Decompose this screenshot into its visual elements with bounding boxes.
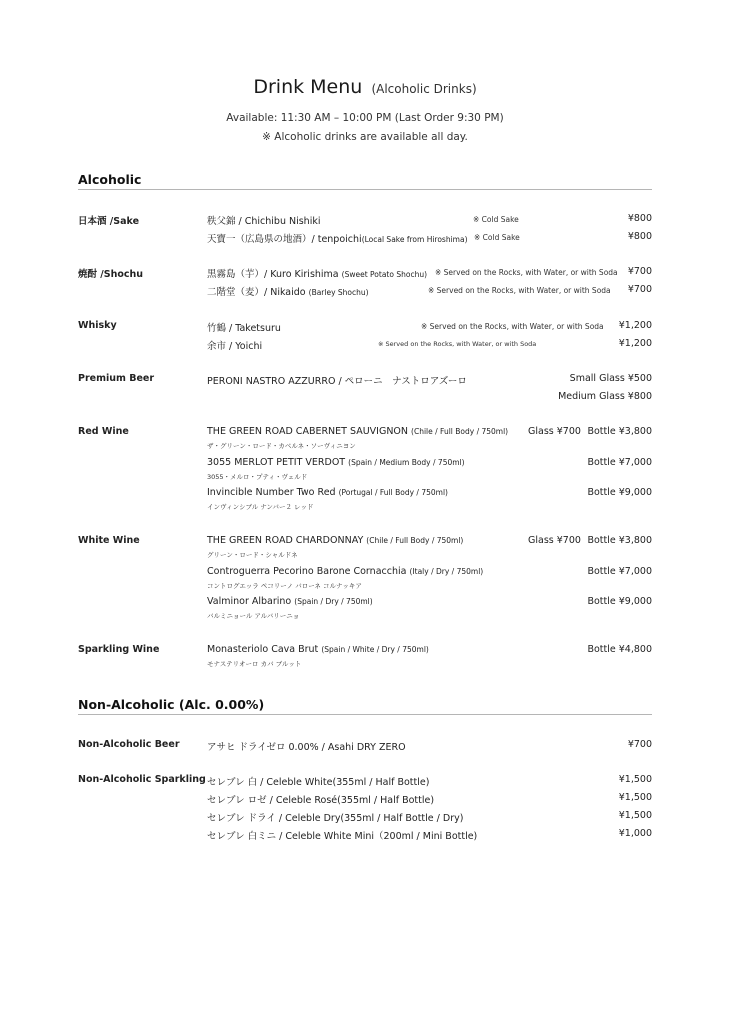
menu-item-price: Small Glass ¥500 [569,373,652,384]
menu-item-kana: グリーン・ロード・シャルドネ [207,551,298,559]
menu-item-note: ※ Cold Sake [474,233,520,242]
menu-item-name: 余市 / Yoichi [207,341,263,352]
menu-item-price: Bottle ¥9,000 [587,596,652,607]
menu-item-price: Bottle ¥7,000 [587,566,652,577]
title-subtitle: (Alcoholic Drinks) [371,82,477,96]
menu-item-name: PERONI NASTRO AZZURRO / ペローニ ナストロアズーロ [207,376,467,387]
menu-item-price: ¥1,000 [618,828,652,839]
menu-item-price: ¥700 [627,739,652,750]
menu-item-price: ¥700 [627,266,652,277]
menu-item-price: ¥1,200 [618,338,652,349]
availability-text: Available: 11:30 AM – 10:00 PM (Last Order 9:30 PM) [226,112,504,124]
menu-item-note: ※ Cold Sake [473,215,519,224]
menu-item-glass-price: Glass ¥700 [528,535,581,546]
menu-item-name: 黒霧島（芋）/ Kuro Kirishima (Sweet Potato Shochu) [207,269,427,280]
menu-item-name: Valminor Albarino (Spain / Dry / 750ml) [207,596,373,607]
menu-item-price: Bottle ¥9,000 [587,487,652,498]
menu-item-name: Controguerra Pecorino Barone Cornacchia (Italy / Dry / 750ml) [207,566,484,577]
availability-note: ※ Alcoholic drinks are available all day. [262,131,468,143]
section-title-non-alcoholic: Non-Alcoholic (Alc. 0.00%) [78,697,265,712]
section-divider [78,189,652,190]
menu-item-price: Bottle ¥3,800 [587,535,652,546]
category-sparkling-wine: Sparkling Wine [78,644,160,655]
menu-item-name: Invincible Number Two Red (Portugal / Full Body / 750ml) [207,487,448,498]
menu-item-glass-price: Glass ¥700 [528,426,581,437]
menu-item-price: ¥700 [627,284,652,295]
menu-item-price: ¥1,500 [618,810,652,821]
section-divider [78,714,652,715]
menu-item-kana: バルミニョール アルバリーニョ [207,612,300,620]
category-white-wine: White Wine [78,535,140,546]
menu-item-price: Bottle ¥3,800 [587,426,652,437]
menu-item-price: ¥800 [627,231,652,242]
menu-item-name: 竹鶴 / Taketsuru [207,323,281,334]
menu-item-name: セレブレ ロゼ / Celeble Rosé(355ml / Half Bottle) [207,795,435,806]
category-red-wine: Red Wine [78,426,129,437]
menu-item-note: ※ Served on the Rocks, with Water, or with Soda [421,322,604,331]
menu-item-note: ※ Served on the Rocks, with Water, or with Soda [428,286,611,295]
menu-item-price: ¥1,500 [618,774,652,785]
title-main: Drink Menu [253,76,363,98]
menu-item-kana: 3055・メルロ・プティ・ヴェルド [207,473,308,481]
menu-item-name: 秩父錦 / Chichibu Nishiki [207,216,321,227]
menu-item-kana: モナステリオーロ カバ ブルット [207,660,302,668]
category-sake: 日本酒 /Sake [78,216,140,227]
menu-item-kana: ザ・グリーン・ロード・カベルネ・ソーヴィニヨン [207,442,356,450]
menu-item-price: ¥1,200 [618,320,652,331]
menu-item-note: ※ Served on the Rocks, with Water, or with Soda [378,340,537,348]
menu-item-name: Monasteriolo Cava Brut (Spain / White / Dry / 750ml) [207,644,429,655]
menu-item-name: 天寶一（広島県の地酒）/ tenpoichi(Local Sake from Hiroshima) [207,234,468,245]
menu-item-name: THE GREEN ROAD CHARDONNAY (Chile / Full Body / 750ml) [207,535,464,546]
category-non-alcoholic-beer: Non-Alcoholic Beer [78,739,180,750]
menu-item-price: ¥800 [627,213,652,224]
section-title-alcoholic: Alcoholic [78,172,142,187]
menu-item-price: Bottle ¥7,000 [587,457,652,468]
menu-item-name: 3055 MERLOT PETIT VERDOT (Spain / Medium Body / 750ml) [207,457,465,468]
menu-item-price: ¥1,500 [618,792,652,803]
category-non-alcoholic-sparkling: Non-Alcoholic Sparkling [78,774,206,785]
menu-item-name: セレブレ ドライ / Celeble Dry(355ml / Half Bottle / Dry) [207,813,464,824]
menu-item-kana: インヴィンシブル ナンバー２ レッド [207,503,314,511]
page-title [0,76,730,98]
category-premium-beer: Premium Beer [78,373,155,384]
category-shochu: 焼酎 /Shochu [78,269,144,280]
menu-item-note: ※ Served on the Rocks, with Water, or with Soda [435,268,618,277]
menu-item-name: セレブレ 白 / Celeble White(355ml / Half Bottle) [207,777,430,788]
menu-item-name: THE GREEN ROAD CABERNET SAUVIGNON (Chile / Full Body / 750ml) [207,426,509,437]
menu-item-kana: コントログエッラ ペコリーノ バローネ コルナッキア [207,582,362,590]
menu-item-name: アサヒ ドライゼロ 0.00% / Asahi DRY ZERO [207,742,406,753]
menu-item-price: Medium Glass ¥800 [558,391,652,402]
category-whisky: Whisky [78,320,117,331]
menu-item-price: Bottle ¥4,800 [587,644,652,655]
menu-item-name: 二階堂（麦）/ Nikaido (Barley Shochu) [207,287,369,298]
menu-item-name: セレブレ 白ミニ / Celeble White Mini（200ml / Mini Bottle) [207,831,478,842]
